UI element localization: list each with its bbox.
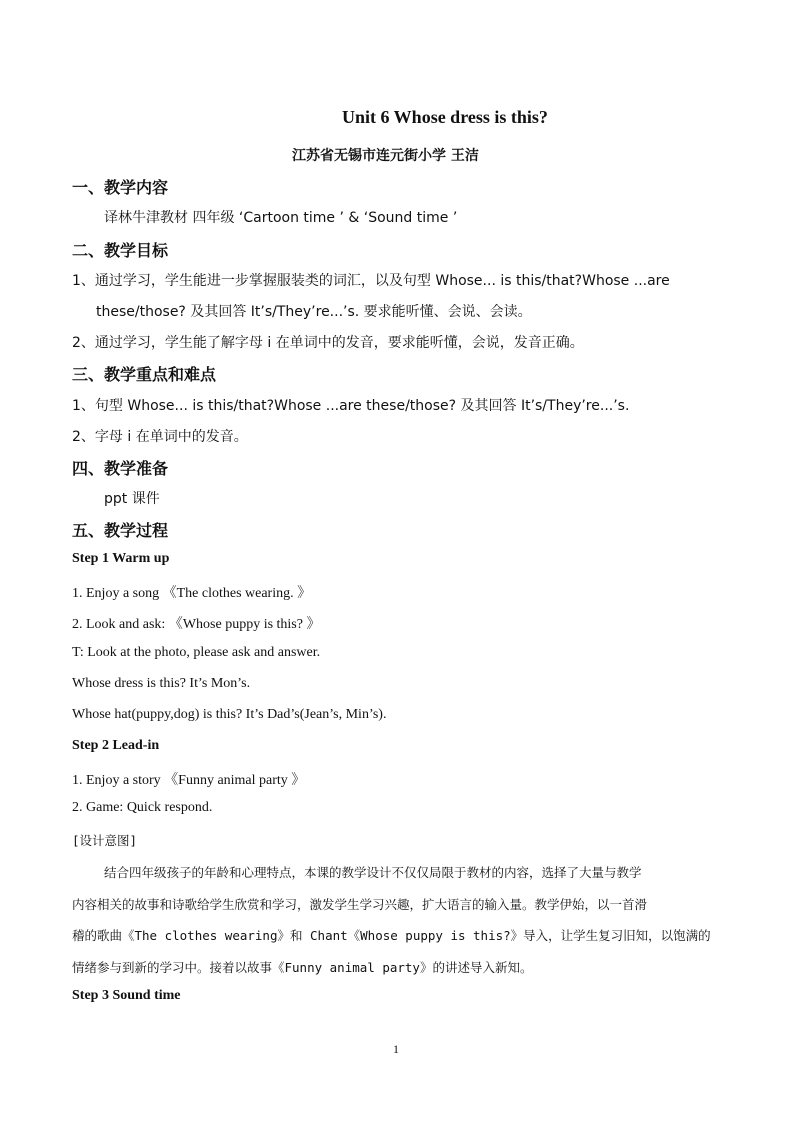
step2-line-2: 2. Game: Quick respond.	[72, 800, 213, 815]
step1-line-4: Whose dress is this? It’s Mon’s.	[72, 676, 251, 691]
page-number: 1	[393, 1042, 399, 1056]
objective-line-1: 1、通过学习，学生能进一步掌握服装类的词汇，以及句型 Whose... is this/that?Whose ...are	[72, 273, 670, 289]
section-heading-preparation: 四、教学准备	[72, 459, 169, 478]
design-intent-line-1: 结合四年级孩子的年龄和心理特点，本课的教学设计不仅仅局限于教材的内容，选择了大量与教学	[104, 865, 642, 880]
step1-line-1: 1. Enjoy a song 《The clothes wearing. 》	[72, 586, 312, 601]
author-line: 江苏省无锡市连元街小学 王洁	[292, 148, 479, 164]
step1-heading: Step 1 Warm up	[72, 551, 170, 566]
step1-line-5: Whose hat(puppy,dog) is this? It’s Dad’s(Jean’s, Min’s).	[72, 707, 387, 722]
design-intent-line-2: 内容相关的故事和诗歌给学生欣赏和学习，激发学生学习兴趣，扩大语言的输入量。教学伊始，以一首滑	[72, 897, 648, 912]
key-point-line-2: 2、字母 i 在单词中的发音。	[72, 429, 248, 445]
design-intent-line-3: 稽的歌曲《The clothes wearing》和 Chant《Whose puppy is this?》导入，让学生复习旧知，以饱满的	[72, 928, 711, 943]
document-title: Unit 6 Whose dress is this?	[342, 107, 548, 127]
section-heading-process: 五、教学过程	[72, 521, 169, 540]
step2-heading: Step 2 Lead-in	[72, 738, 160, 753]
key-point-line-1: 1、句型 Whose... is this/that?Whose ...are these/those? 及其回答 It’s/They’re...’s.	[72, 398, 630, 414]
step2-line-1: 1. Enjoy a story 《Funny animal party 》	[72, 773, 306, 788]
section-heading-content: 一、教学内容	[72, 178, 169, 197]
design-intent-line-4: 情绪参与到新的学习中。接着以故事《Funny animal party》的讲述导入新知。	[72, 960, 533, 975]
section-heading-key-points: 三、教学重点和难点	[72, 365, 217, 384]
design-intent-label: [设计意图]	[72, 833, 138, 848]
step1-line-3: T: Look at the photo, please ask and answer.	[72, 645, 321, 660]
section-heading-objectives: 二、教学目标	[72, 241, 169, 260]
section-text-content: 译林牛津教材 四年级 ‘Cartoon time ’ & ‘Sound time ’	[104, 210, 458, 226]
step3-heading: Step 3 Sound time	[72, 988, 181, 1003]
step1-line-2: 2. Look and ask: 《Whose puppy is this? 》	[72, 617, 321, 632]
preparation-text: ppt 课件	[104, 491, 160, 507]
objective-line-3: 2、通过学习，学生能了解字母 i 在单词中的发音，要求能听懂，会说，发音正确。	[72, 335, 584, 351]
objective-line-2: these/those? 及其回答 It’s/They’re...’s. 要求能听懂、会说、会读。	[96, 304, 532, 320]
